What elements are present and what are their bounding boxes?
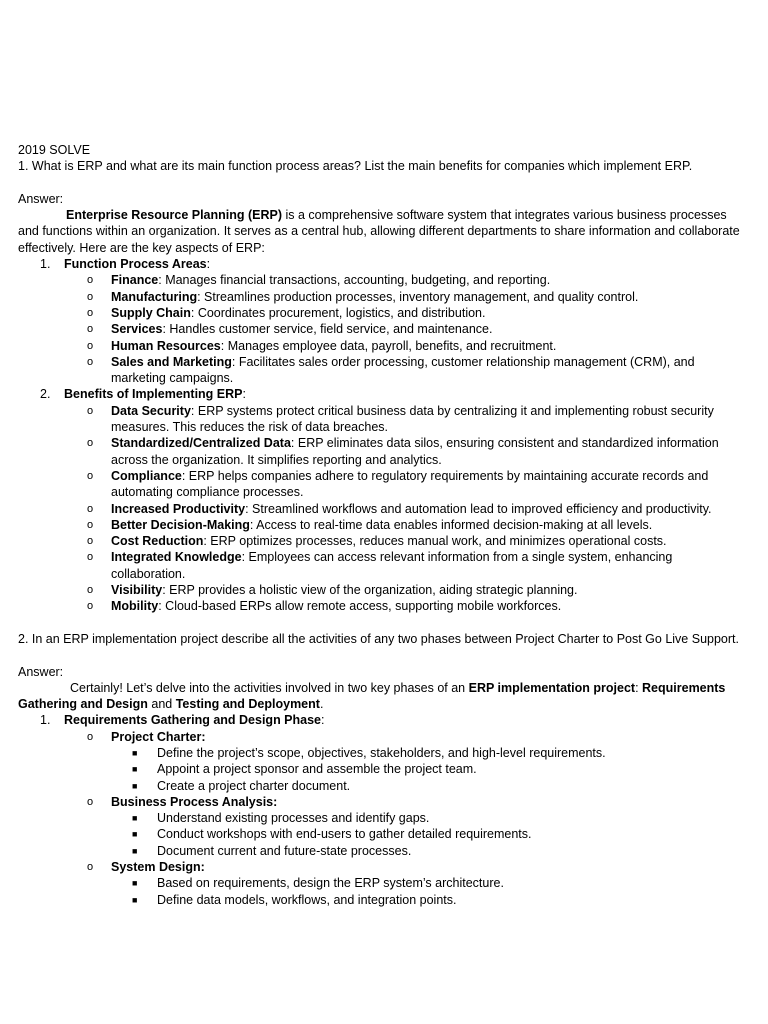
list-item: o System Design: ■ Based on requirements, design the ERP system’s architecture. ■ Define data models, workflows, and integration points.	[18, 859, 742, 908]
answer-2-list	[18, 712, 742, 908]
list-item: ■ Define the project’s scope, objectives, stakeholders, and high-level requirements.	[132, 745, 606, 760]
list-item: ■ Document current and future-state processes.	[132, 843, 412, 858]
list-item: o Compliance: ERP helps companies adhere to regulatory requirements by maintaining accurate records and automating compliance processes.	[87, 468, 709, 500]
list-item: ■ Conduct workshops with end-users to gather detailed requirements.	[132, 827, 532, 842]
list-item: ■ Create a project charter document.	[132, 778, 351, 793]
list-item: o Sales and Marketing: Facilitates sales order processing, customer relationship management (CRM), and marketing campaigns.	[87, 354, 695, 386]
answer-2-intro: Certainly! Let’s delve into the activities involved in two key phases of an ERP implementation project: Requirements Gathering and Design and Testing and Deployment.	[18, 680, 726, 712]
list-item: o Data Security: ERP systems protect critical business data by centralizing it and implementing robust security measures. This reduces the risk of data breaches.	[87, 403, 714, 435]
list-item: o Manufacturing: Streamlines production processes, inventory management, and quality control.	[87, 289, 639, 304]
document-heading: 2019 SOLVE	[18, 143, 91, 157]
list-item: o Mobility: Cloud-based ERPs allow remote access, supporting mobile workforces.	[87, 599, 562, 614]
answer-1-intro: Enterprise Resource Planning (ERP) is a comprehensive software system that integrates various business processes and functions within an organization. It serves as a central hub, allowing different departments to share information and collaborate effectively. Here are the key aspects of ERP:	[18, 208, 740, 255]
document-body	[18, 142, 742, 908]
list-item: ■ Define data models, workflows, and integration points.	[132, 892, 457, 907]
list-item: o Finance: Manages financial transactions, accounting, budgeting, and reporting.	[87, 273, 551, 288]
section-requirements-phase: 1. Requirements Gathering and Design Phase: o Project Charter: ■ Define the project’s scope, objectives, stakeholders, and high-level requirements. ■ Appoint a project sponsor and assemble the project team. ■ Create a project charter document. o Business Process Analysis: ■ Understand existing processes and identify gaps. ■ Conduct workshops with end-users to gather detailed requirements. ■ Document current and future-state processes. o System Design: ■ Based on requirements, design the ERP system’s architecture. ■ Define data models, workflows, and integration points.	[18, 712, 742, 908]
list-item: o Services: Handles customer service, field service, and maintenance.	[87, 322, 493, 337]
list-item: o Project Charter: ■ Define the project’s scope, objectives, stakeholders, and high-level requirements. ■ Appoint a project sponsor and assemble the project team. ■ Create a project charter document.	[18, 729, 742, 794]
section-benefits: 2. Benefits of Implementing ERP: o Data Security: ERP systems protect critical business data by centralizing it and implementing robust security measures. This reduces the risk of data breaches. o Standardized/Centralized Data: ERP eliminates data silos, ensuring consistent and standardized information across the organization. It simplifies reporting and analytics. o Compliance: ERP helps companies adhere to regulatory requirements by maintaining accurate records and automating compliance processes. o Increased Productivity: Streamlined workflows and automation lead to improved efficiency and productivity. o Better Decision-Making: Access to real-time data enables informed decision-making at all levels. o Cost Reduction: ERP optimizes processes, reduces manual work, and minimizes operational costs. o Integrated Knowledge: Employees can access relevant information from a single system, enhancing collaboration. o Visibility: ERP provides a holistic view of the organization, aiding strategic planning. o Mobility: Cloud-based ERPs allow remote access, supporting mobile workforces.	[18, 386, 742, 614]
list-item: o Better Decision-Making: Access to real-time data enables informed decision-making at all levels.	[87, 517, 653, 532]
list-item: ■ Appoint a project sponsor and assemble the project team.	[132, 762, 477, 777]
answer-1-label: Answer:	[18, 191, 64, 206]
answer-2-label: Answer:	[18, 664, 64, 679]
list-item: o Business Process Analysis: ■ Understand existing processes and identify gaps. ■ Conduct workshops with end-users to gather detailed requirements. ■ Document current and future-state processes.	[18, 794, 742, 859]
question-1: 1. What is ERP and what are its main function process areas? List the main benefits for companies which implement ERP.	[18, 159, 693, 174]
section-function-process-areas: 1. Function Process Areas: o Finance: Manages financial transactions, accounting, budgeting, and reporting. o Manufacturing: Streamlines production processes, inventory management, and quality control. o Supply Chain: Coordinates procurement, logistics, and distribution. o Services: Handles customer service, field service, and maintenance. o Human Resources: Manages employee data, payroll, benefits, and recruitment. o Sales and Marketing: Facilitates sales order processing, customer relationship management (CRM), and marketing campaigns.	[18, 256, 742, 386]
list-item: o Cost Reduction: ERP optimizes processes, reduces manual work, and minimizes operational costs.	[87, 534, 667, 549]
list-item: o Increased Productivity: Streamlined workflows and automation lead to improved efficiency and productivity.	[87, 501, 712, 516]
list-item: ■ Based on requirements, design the ERP system’s architecture.	[132, 876, 504, 891]
list-item: o Standardized/Centralized Data: ERP eliminates data silos, ensuring consistent and standardized information across the organization. It simplifies reporting and analytics.	[87, 436, 719, 467]
answer-1-list	[18, 256, 742, 615]
list-item: o Human Resources: Manages employee data, payroll, benefits, and recruitment.	[87, 338, 557, 353]
question-2: 2. In an ERP implementation project describe all the activities of any two phases between Project Charter to Post Go Live Support.	[18, 631, 739, 646]
list-item: o Integrated Knowledge: Employees can access relevant information from a single system, enhancing collaboration.	[87, 550, 673, 581]
list-item: o Supply Chain: Coordinates procurement, logistics, and distribution.	[87, 305, 486, 320]
list-item: o Visibility: ERP provides a holistic view of the organization, aiding strategic planning.	[87, 583, 578, 598]
list-item: ■ Understand existing processes and identify gaps.	[132, 811, 430, 826]
